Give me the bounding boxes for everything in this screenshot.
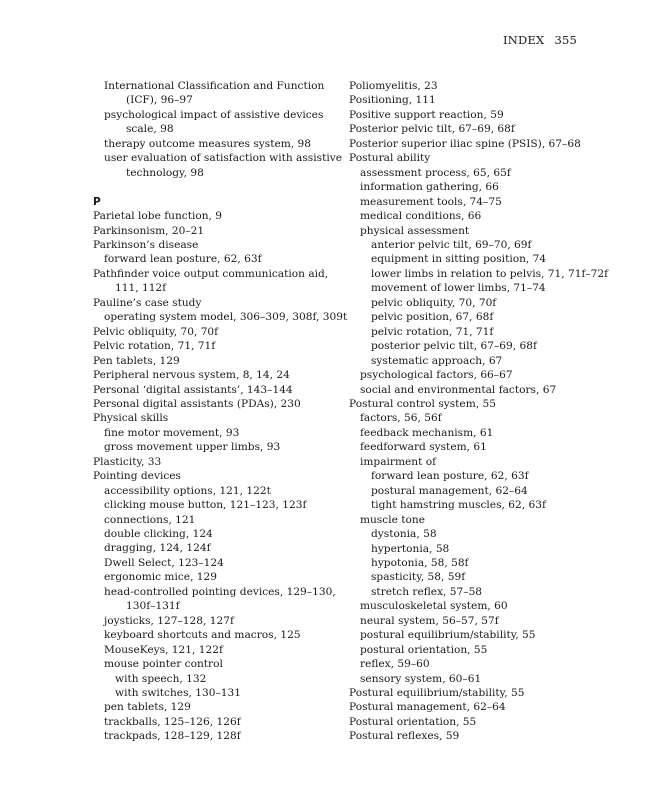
- index-subsubentry: anterior pelvic tilt, 69–70, 69f: [371, 238, 532, 251]
- index-entry: Personal digital assistants (PDAs), 230: [93, 397, 301, 410]
- index-entry: Parkinsonism, 20–21: [93, 224, 205, 237]
- index-subsubentry: pelvic obliquity, 70, 70f: [371, 296, 497, 309]
- page-number: 355: [554, 33, 577, 47]
- index-entry: Postural management, 62–64: [349, 701, 506, 714]
- index-entry: Personal ‘digital assistants’, 143–144: [93, 383, 293, 396]
- index-subentry: therapy outcome measures system, 98: [104, 137, 311, 150]
- running-header: [503, 33, 577, 47]
- index-entry: Plasticity, 33: [93, 455, 162, 468]
- index-subentry: gross movement upper limbs, 93: [104, 441, 281, 454]
- index-entry: Pelvic rotation, 71, 71f: [93, 340, 216, 353]
- index-entry: Pen tablets, 129: [93, 354, 180, 367]
- index-subentry: clicking mouse button, 121–123, 123f: [104, 499, 307, 512]
- index-subsubentry: posterior pelvic tilt, 67–69, 68f: [371, 340, 537, 353]
- index-subentry: keyboard shortcuts and macros, 125: [104, 629, 301, 642]
- index-subentry: social and environmental factors, 67: [360, 383, 557, 396]
- index-subentry: mouse pointer control: [104, 658, 223, 671]
- index-subsubentry: hypotonia, 58, 58f: [371, 556, 469, 569]
- index-entry: Parkinson’s disease: [93, 238, 199, 251]
- index-subentry: forward lean posture, 62, 63f: [104, 253, 262, 266]
- index-subentry: trackpads, 128–129, 128f: [104, 730, 241, 743]
- index-subsubentry: postural management, 62–64: [371, 484, 528, 497]
- index-subsubentry: pelvic position, 67, 68f: [371, 311, 494, 324]
- index-subsubentry: with switches, 130–131: [115, 687, 241, 700]
- index-subentry: muscle tone: [360, 513, 425, 526]
- index-subentry: dragging, 124, 124f: [104, 542, 211, 555]
- index-subentry: ergonomic mice, 129: [104, 571, 218, 584]
- index-subentry: pen tablets, 129: [104, 701, 191, 714]
- index-subsubentry: movement of lower limbs, 71–74: [371, 282, 546, 295]
- index-subentry: 130f–131f: [126, 600, 180, 613]
- header-title: INDEX: [503, 33, 545, 47]
- index-subentry: postural orientation, 55: [360, 643, 488, 656]
- index-column-right: [349, 79, 609, 744]
- index-subentry: information gathering, 66: [360, 181, 499, 194]
- index-entry: Posterior superior iliac spine (PSIS), 67–68: [349, 137, 581, 150]
- index-subsubentry: forward lean posture, 62, 63f: [371, 470, 529, 483]
- index-subentry: head-controlled pointing devices, 129–130,: [104, 585, 336, 598]
- index-subsubentry: equipment in sitting position, 74: [371, 253, 547, 266]
- index-subsubentry: lower limbs in relation to pelvis, 71, 71f–72f: [371, 267, 609, 280]
- index-entry: Poliomyelitis, 23: [349, 80, 438, 92]
- index-entry: Postural reflexes, 59: [349, 730, 460, 743]
- index-subentry: joysticks, 127–128, 127f: [104, 614, 234, 627]
- index-subentry: sensory system, 60–61: [360, 672, 482, 685]
- index-subentry: reflex, 59–60: [360, 658, 430, 671]
- index-entry: Postural equilibrium/stability, 55: [349, 687, 525, 700]
- index-subentry: feedforward system, 61: [360, 441, 487, 454]
- index-subsubentry: dystonia, 58: [371, 528, 437, 541]
- index-subentry: impairment of: [360, 455, 437, 468]
- index-subentry: measurement tools, 74–75: [360, 195, 502, 208]
- index-subentry: connections, 121: [104, 513, 196, 526]
- index-subentry: medical conditions, 66: [360, 210, 482, 223]
- index-subentry: physical assessment: [360, 224, 470, 237]
- index-subentry: neural system, 56–57, 57f: [360, 614, 499, 627]
- index-entry: Peripheral nervous system, 8, 14, 24: [93, 369, 290, 382]
- index-subsubentry: tight hamstring muscles, 62, 63f: [371, 499, 546, 512]
- index-subentry: (ICF), 96–97: [126, 94, 193, 107]
- index-subentry: technology, 98: [126, 166, 204, 179]
- index-entry: Postural control system, 55: [349, 397, 496, 410]
- index-subentry: feedback mechanism, 61: [360, 426, 494, 439]
- section-spacer: [93, 180, 333, 194]
- index-entry: Positioning, 111: [349, 94, 436, 107]
- index-subsubentry: pelvic rotation, 71, 71f: [371, 325, 494, 338]
- index-column-left: [93, 79, 348, 744]
- index-subsubentry: systematic approach, 67: [371, 354, 503, 367]
- index-subentry: fine motor movement, 93: [104, 426, 240, 439]
- index-entry: Posterior pelvic tilt, 67–69, 68f: [349, 123, 515, 136]
- index-entry: Pelvic obliquity, 70, 70f: [93, 325, 219, 338]
- index-entry: Parietal lobe function, 9: [93, 210, 223, 223]
- index-subsubentry: spasticity, 58, 59f: [371, 571, 466, 584]
- index-subentry: operating system model, 306–309, 308f, 309t: [104, 311, 348, 324]
- section-letter-heading: P: [93, 195, 101, 208]
- index-subentry: psychological impact of assistive devices: [104, 108, 324, 121]
- index-subentry: user evaluation of satisfaction with assistive: [104, 152, 342, 165]
- index-entry: Pointing devices: [93, 470, 181, 483]
- index-subentry: scale, 98: [126, 123, 174, 136]
- index-subentry: MouseKeys, 121, 122f: [104, 643, 223, 656]
- index-subsubentry: with speech, 132: [115, 672, 207, 685]
- index-subentry: accessibility options, 121, 122t: [104, 484, 271, 497]
- index-entry: Pathfinder voice output communication aid,: [93, 267, 329, 280]
- index-subentry: Dwell Select, 123–124: [104, 556, 224, 569]
- index-subsubentry: stretch reflex, 57–58: [371, 585, 483, 598]
- index-subentry: International Classification and Function: [104, 80, 325, 92]
- index-entry: Postural ability: [349, 152, 431, 165]
- index-subentry: double clicking, 124: [104, 528, 213, 541]
- index-entry: Positive support reaction, 59: [349, 108, 504, 121]
- index-entry: Pauline’s case study: [93, 296, 202, 309]
- index-subsubentry: hypertonia, 58: [371, 542, 450, 555]
- index-subentry: postural equilibrium/stability, 55: [360, 629, 536, 642]
- index-subentry: musculoskeletal system, 60: [360, 600, 508, 613]
- index-entry: Physical skills: [93, 412, 169, 425]
- index-subentry: assessment process, 65, 65f: [360, 166, 511, 179]
- index-subentry: trackballs, 125–126, 126f: [104, 715, 241, 728]
- index-entry: 111, 112f: [115, 282, 167, 295]
- index-subentry: psychological factors, 66–67: [360, 369, 513, 382]
- index-entry: Postural orientation, 55: [349, 715, 477, 728]
- index-subentry: factors, 56, 56f: [360, 412, 442, 425]
